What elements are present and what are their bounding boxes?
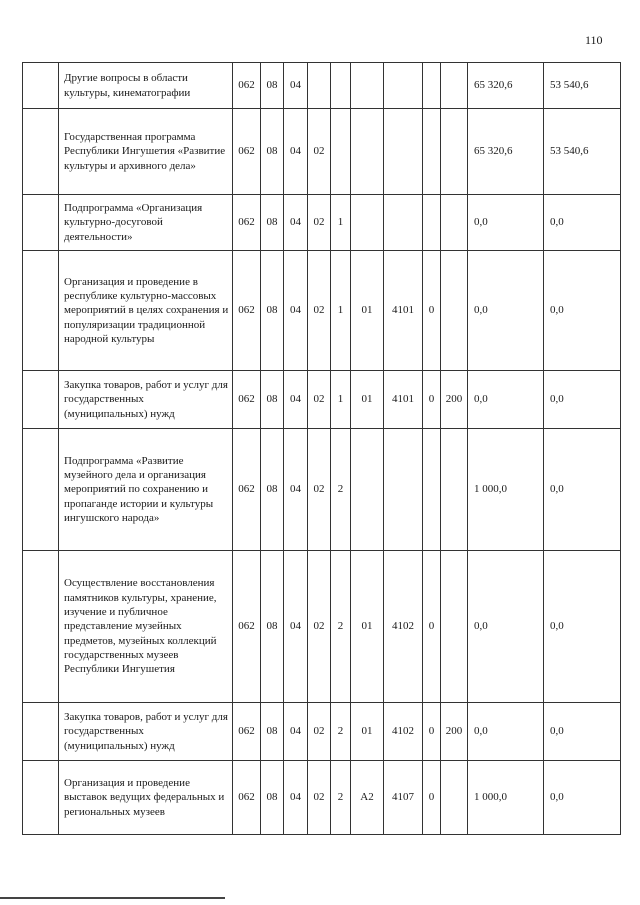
row-code-c6: А2 — [351, 761, 384, 835]
row-code-c4: 02 — [308, 251, 331, 371]
row-code-c3: 04 — [284, 63, 308, 109]
row-code-c8: 0 — [423, 761, 441, 835]
row-code-c2: 08 — [261, 761, 284, 835]
table-row — [23, 195, 621, 251]
row-blank-cell — [23, 703, 59, 761]
row-code-c1: 062 — [233, 429, 261, 551]
row-code-c6: 01 — [351, 251, 384, 371]
row-code-c1: 062 — [233, 251, 261, 371]
row-code-c3: 04 — [284, 761, 308, 835]
row-code-c7 — [384, 429, 423, 551]
row-amount-a1: 0,0 — [468, 703, 544, 761]
row-code-c7: 4101 — [384, 371, 423, 429]
row-code-c3: 04 — [284, 195, 308, 251]
row-amount-a2: 0,0 — [544, 371, 621, 429]
row-code-c8 — [423, 63, 441, 109]
row-code-c2: 08 — [261, 109, 284, 195]
row-code-c6 — [351, 63, 384, 109]
bottom-rule — [0, 897, 225, 899]
row-name-cell: Подпрограмма «Развитие музейного дела и организация мероприятий по сохранению и пропаганде истории и культуры ингушского народа» — [59, 429, 233, 551]
row-code-c8: 0 — [423, 371, 441, 429]
row-code-c8: 0 — [423, 251, 441, 371]
row-amount-a1: 1 000,0 — [468, 429, 544, 551]
row-blank-cell — [23, 429, 59, 551]
row-code-c9 — [441, 761, 468, 835]
row-code-c4 — [308, 63, 331, 109]
table-row — [23, 551, 621, 703]
row-code-c1: 062 — [233, 551, 261, 703]
row-amount-a2: 0,0 — [544, 195, 621, 251]
row-code-c3: 04 — [284, 109, 308, 195]
row-code-c2: 08 — [261, 63, 284, 109]
table-row — [23, 63, 621, 109]
row-code-c7: 4101 — [384, 251, 423, 371]
row-amount-a1: 65 320,6 — [468, 109, 544, 195]
row-amount-a2: 0,0 — [544, 251, 621, 371]
row-name-cell: Организация и проведение выставок ведущих федеральных и региональных музеев — [59, 761, 233, 835]
row-amount-a2: 0,0 — [544, 429, 621, 551]
row-code-c1: 062 — [233, 109, 261, 195]
row-code-c7 — [384, 63, 423, 109]
row-code-c5: 2 — [331, 551, 351, 703]
row-code-c4: 02 — [308, 109, 331, 195]
row-code-c2: 08 — [261, 251, 284, 371]
row-code-c5: 1 — [331, 251, 351, 371]
row-code-c7: 4102 — [384, 551, 423, 703]
row-code-c9 — [441, 551, 468, 703]
row-code-c4: 02 — [308, 703, 331, 761]
row-code-c3: 04 — [284, 429, 308, 551]
budget-table — [22, 62, 621, 835]
row-code-c5: 2 — [331, 429, 351, 551]
row-code-c5 — [331, 109, 351, 195]
row-blank-cell — [23, 371, 59, 429]
table-row — [23, 761, 621, 835]
row-code-c6 — [351, 109, 384, 195]
row-amount-a1: 0,0 — [468, 371, 544, 429]
row-amount-a2: 0,0 — [544, 761, 621, 835]
row-code-c5 — [331, 63, 351, 109]
table-row — [23, 109, 621, 195]
row-code-c5: 2 — [331, 761, 351, 835]
row-code-c6: 01 — [351, 551, 384, 703]
row-code-c2: 08 — [261, 371, 284, 429]
row-code-c4: 02 — [308, 195, 331, 251]
row-blank-cell — [23, 551, 59, 703]
row-code-c2: 08 — [261, 703, 284, 761]
row-code-c3: 04 — [284, 703, 308, 761]
row-code-c4: 02 — [308, 551, 331, 703]
row-code-c2: 08 — [261, 551, 284, 703]
row-name-cell: Подпрограмма «Организация культурно-досуговой деятельности» — [59, 195, 233, 251]
row-code-c7 — [384, 195, 423, 251]
row-code-c8: 0 — [423, 551, 441, 703]
row-code-c4: 02 — [308, 429, 331, 551]
row-code-c1: 062 — [233, 371, 261, 429]
row-amount-a2: 53 540,6 — [544, 63, 621, 109]
row-code-c1: 062 — [233, 703, 261, 761]
row-code-c9: 200 — [441, 371, 468, 429]
row-blank-cell — [23, 109, 59, 195]
row-code-c6: 01 — [351, 371, 384, 429]
row-code-c3: 04 — [284, 251, 308, 371]
row-code-c9 — [441, 109, 468, 195]
row-code-c6: 01 — [351, 703, 384, 761]
row-code-c6 — [351, 429, 384, 551]
page-number: 110 — [585, 33, 603, 47]
row-blank-cell — [23, 761, 59, 835]
row-code-c5: 2 — [331, 703, 351, 761]
row-name-cell: Организация и проведение в республике культурно-массовых мероприятий в целях сохранения и популяризации традиционной народной культуры — [59, 251, 233, 371]
row-code-c7: 4102 — [384, 703, 423, 761]
row-code-c2: 08 — [261, 195, 284, 251]
row-name-cell: Осуществление восстановления памятников культуры, хранение, изучение и публичное представление музейных предметов, музейных коллекций государственных музеев Республики Ингушетия — [59, 551, 233, 703]
row-code-c6 — [351, 195, 384, 251]
row-code-c9 — [441, 251, 468, 371]
row-code-c1: 062 — [233, 195, 261, 251]
row-code-c7 — [384, 109, 423, 195]
row-amount-a2: 53 540,6 — [544, 109, 621, 195]
row-amount-a1: 0,0 — [468, 251, 544, 371]
row-blank-cell — [23, 63, 59, 109]
row-blank-cell — [23, 251, 59, 371]
row-code-c2: 08 — [261, 429, 284, 551]
row-code-c1: 062 — [233, 63, 261, 109]
row-code-c8 — [423, 429, 441, 551]
row-code-c3: 04 — [284, 371, 308, 429]
row-code-c4: 02 — [308, 371, 331, 429]
row-code-c8 — [423, 195, 441, 251]
row-name-cell: Государственная программа Республики Ингушетия «Развитие культуры и архивного дела» — [59, 109, 233, 195]
table-body — [23, 63, 621, 835]
row-code-c9 — [441, 195, 468, 251]
row-name-cell: Другие вопросы в области культуры, кинематографии — [59, 63, 233, 109]
row-amount-a2: 0,0 — [544, 551, 621, 703]
row-amount-a1: 0,0 — [468, 195, 544, 251]
table-row — [23, 371, 621, 429]
table-row — [23, 251, 621, 371]
row-name-cell: Закупка товаров, работ и услуг для государственных (муниципальных) нужд — [59, 703, 233, 761]
row-code-c9: 200 — [441, 703, 468, 761]
row-code-c1: 062 — [233, 761, 261, 835]
row-code-c4: 02 — [308, 761, 331, 835]
table-row — [23, 703, 621, 761]
row-code-c8 — [423, 109, 441, 195]
row-code-c9 — [441, 63, 468, 109]
row-code-c8: 0 — [423, 703, 441, 761]
row-code-c7: 4107 — [384, 761, 423, 835]
row-amount-a1: 65 320,6 — [468, 63, 544, 109]
row-amount-a1: 0,0 — [468, 551, 544, 703]
row-name-cell: Закупка товаров, работ и услуг для государственных (муниципальных) нужд — [59, 371, 233, 429]
row-blank-cell — [23, 195, 59, 251]
row-code-c9 — [441, 429, 468, 551]
row-amount-a1: 1 000,0 — [468, 761, 544, 835]
row-code-c5: 1 — [331, 195, 351, 251]
row-code-c5: 1 — [331, 371, 351, 429]
row-amount-a2: 0,0 — [544, 703, 621, 761]
row-code-c3: 04 — [284, 551, 308, 703]
table-row — [23, 429, 621, 551]
